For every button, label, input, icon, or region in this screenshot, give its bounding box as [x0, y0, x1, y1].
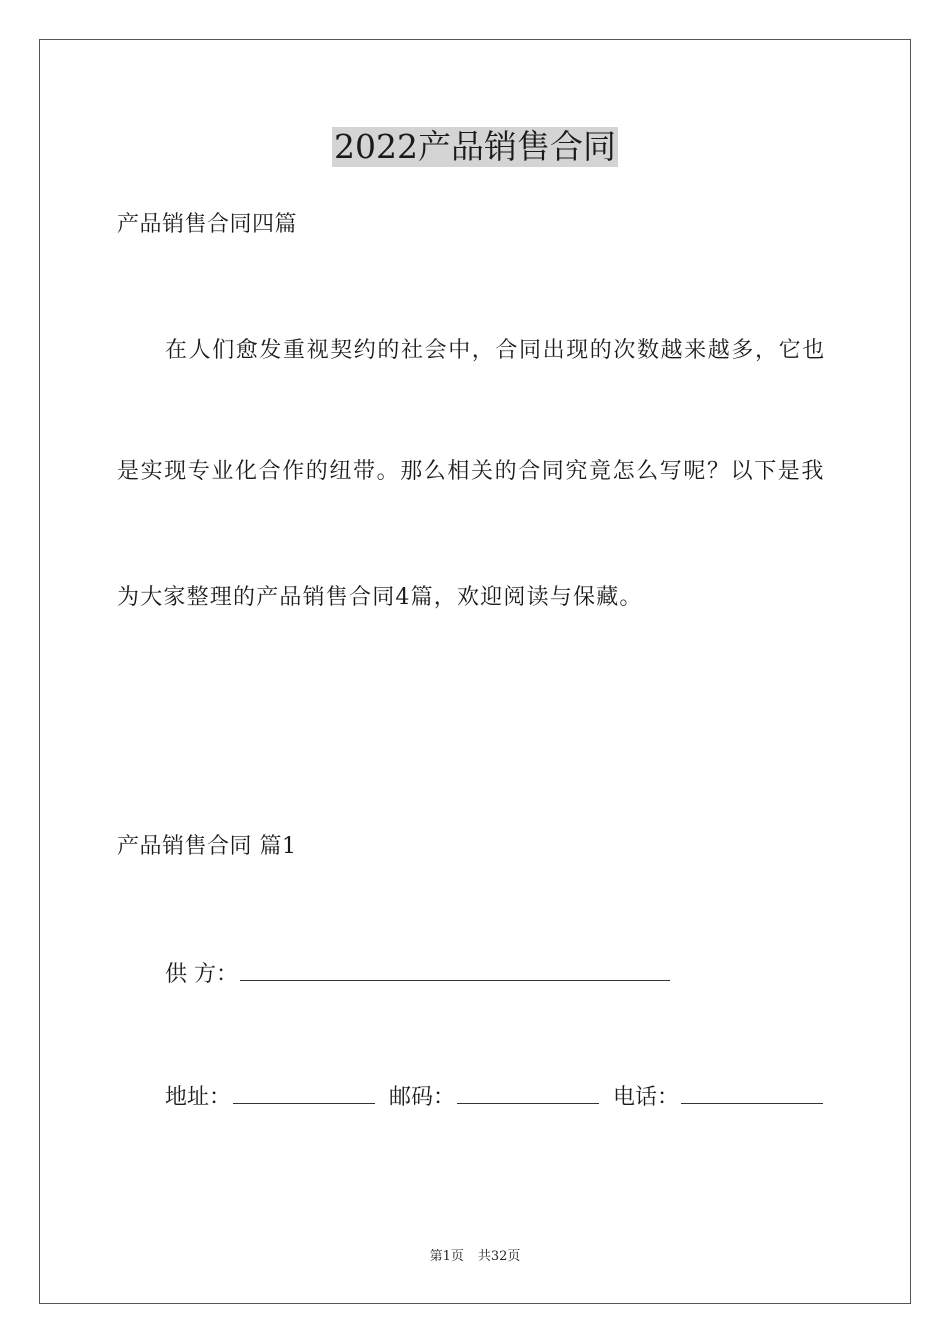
document-subtitle: 产品销售合同四篇	[117, 212, 298, 237]
supplier-blank-field[interactable]	[240, 958, 670, 981]
phone-blank-field[interactable]	[681, 1081, 823, 1104]
postcode-label: 邮码：	[389, 1085, 456, 1110]
address-label: 地址：	[165, 1085, 232, 1110]
intro-line-1: 在人们愈发重视契约的社会中，合同出现的次数越来越多，它也	[165, 338, 826, 363]
address-blank-field[interactable]	[233, 1081, 375, 1104]
page-total: 共32页	[477, 1249, 521, 1264]
intro-line-2: 是实现专业化合作的纽带。那么相关的合同究竟怎么写呢？以下是我	[117, 459, 826, 484]
page-number: 第1页	[429, 1249, 464, 1264]
supplier-label: 供 方：	[165, 962, 238, 987]
title-container	[0, 127, 950, 167]
contact-row	[165, 1081, 823, 1113]
intro-line-3: 为大家整理的产品销售合同4篇，欢迎阅读与保藏。	[117, 585, 643, 610]
document-title: 2022产品销售合同	[334, 127, 616, 166]
section-heading: 产品销售合同 篇1	[117, 834, 297, 859]
supplier-row	[165, 958, 670, 990]
postcode-blank-field[interactable]	[457, 1081, 599, 1104]
phone-label: 电话：	[613, 1085, 680, 1110]
page-footer	[0, 1248, 950, 1266]
